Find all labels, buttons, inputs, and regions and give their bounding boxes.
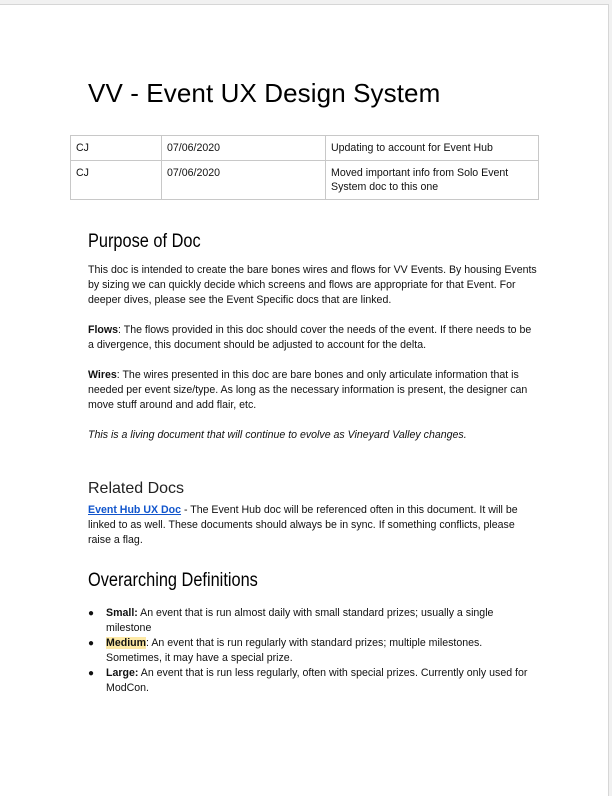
event-hub-doc-link[interactable]: Event Hub UX Doc	[88, 504, 182, 516]
bullet-icon: ●	[88, 608, 95, 619]
list-item	[88, 636, 538, 666]
revision-date: 07/06/2020	[162, 136, 326, 161]
wires-text: : The wires presented in this doc are bare bones and only articulate information that is needed per event size/type. As long as the necessary information is present, the designer can move stuff around and add flair, etc.	[88, 369, 528, 411]
definitions-heading: Overarching Definitions	[88, 570, 258, 591]
table-row	[71, 161, 539, 200]
document-title: VV - Event UX Design System	[88, 78, 441, 108]
bullet-icon: ●	[88, 668, 95, 679]
wires-label: Wires	[88, 369, 117, 381]
definitions-list	[88, 606, 538, 696]
definition-term: Large:	[106, 667, 139, 679]
living-note	[88, 428, 538, 443]
related-desc: - The Event Hub doc will be referenced often in this document. It will be linked to as well. These documents should always be in sync. If something conflicts, please raise a flag.	[88, 504, 518, 546]
definition-text: An event that is run almost daily with small standard prizes; usually a single milestone	[106, 607, 494, 634]
revision-author: CJ	[71, 161, 162, 200]
living-note-text: This is a living document that will continue to evolve as Vineyard Valley changes.	[88, 429, 467, 441]
definition-term: Small:	[106, 607, 138, 619]
bullet-icon: ●	[88, 638, 95, 649]
related-paragraph	[88, 503, 538, 548]
table-row	[71, 136, 539, 161]
revision-note: Moved important info from Solo Event System doc to this one	[326, 161, 539, 200]
related-heading: Related Docs	[88, 480, 185, 497]
purpose-intro: This doc is intended to create the bare bones wires and flows for VV Events. By housing Events by sizing we can quickly decide which screens and flows are appropriate for that Event. For deeper dives, please see the Event Specific docs that are linked.	[88, 264, 537, 306]
document-page	[0, 4, 609, 796]
wires-paragraph	[88, 368, 538, 413]
list-item	[88, 606, 538, 636]
definition-text: An event that is run less regularly, often with special prizes. Currently only used for ModCon.	[106, 667, 528, 694]
purpose-heading: Purpose of Doc	[88, 231, 201, 252]
revision-log-table	[70, 135, 539, 200]
list-item	[88, 666, 538, 696]
revision-note: Updating to account for Event Hub	[326, 136, 539, 161]
definition-term-highlighted: Medium	[106, 637, 147, 649]
flows-label: Flows	[88, 324, 119, 336]
revision-date: 07/06/2020	[162, 161, 326, 200]
definition-text: : An event that is run regularly with standard prizes; multiple milestones. Sometimes, it may have a special prize.	[106, 637, 483, 664]
revision-author: CJ	[71, 136, 162, 161]
flows-paragraph	[88, 323, 538, 353]
flows-text: : The flows provided in this doc should cover the needs of the event. If there needs to be a divergence, this document should be adjusted to account for the delta.	[88, 324, 532, 351]
